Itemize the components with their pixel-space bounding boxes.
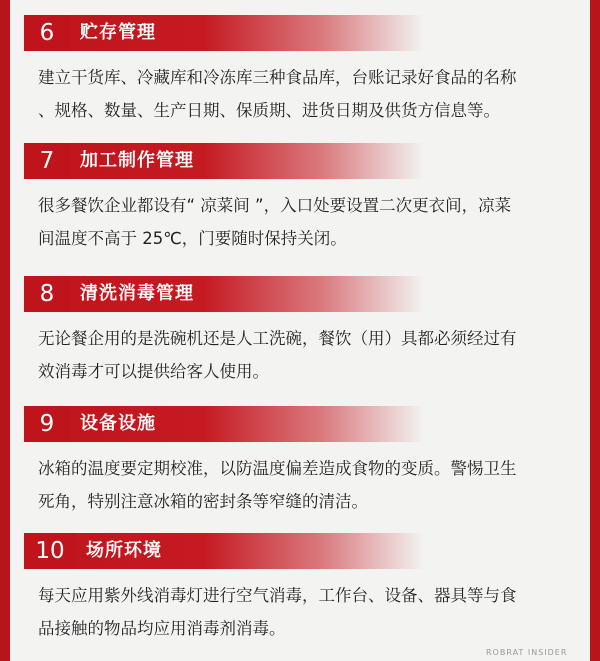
section-title: 加工制作管理: [80, 150, 194, 171]
body-line: 冰箱的温度要定期校准，以防温度偏差造成食物的变质。警惕卫生: [38, 459, 517, 478]
section-title: 场所环境: [86, 540, 162, 561]
section-number: 8: [24, 276, 70, 312]
section-number: 9: [24, 406, 70, 442]
section-number: 7: [24, 143, 70, 179]
body-line: 品接触的物品均应用消毒剂消毒。: [38, 619, 286, 638]
body-line: 每天应用紫外线消毒灯进行空气消毒，工作台、设备、器具等与食: [38, 586, 517, 605]
body-line: 间温度不高于 25℃，门要随时保持关闭。: [38, 229, 347, 248]
section-title: 设备设施: [80, 413, 156, 434]
body-line: 建立干货库、冷藏库和冷冻库三种食品库，台账记录好食品的名称: [38, 68, 517, 87]
body-line: 死角，特别注意冰箱的密封条等窄缝的清洁。: [38, 492, 368, 511]
section-body: [38, 189, 583, 255]
document-page: [10, 0, 590, 661]
section-title: 清洗消毒管理: [80, 283, 194, 304]
body-line: 无论餐企用的是洗碗机还是人工洗碗，餐饮（用）具都必须经过有: [38, 329, 517, 348]
section-header: [24, 406, 424, 442]
section-body: [38, 322, 583, 388]
body-line: 、规格、数量、生产日期、保质期、进货日期及供货方信息等。: [38, 101, 500, 120]
watermark: ROBRAT INSIDER: [486, 648, 568, 657]
section-header: [24, 143, 424, 179]
body-line: 效消毒才可以提供给客人使用。: [38, 362, 269, 381]
section-header: [24, 276, 424, 312]
section-number: 10: [24, 533, 76, 569]
body-line: 很多餐饮企业都设有“ 凉菜间 ”，入口处要设置二次更衣间，凉菜: [38, 196, 512, 215]
section-title: 贮存管理: [80, 22, 156, 43]
section-body: [38, 61, 583, 127]
section-header: [24, 533, 424, 569]
section-number: 6: [24, 15, 70, 51]
section-header: [24, 15, 424, 51]
section-body: [38, 579, 583, 645]
section-body: [38, 452, 583, 518]
